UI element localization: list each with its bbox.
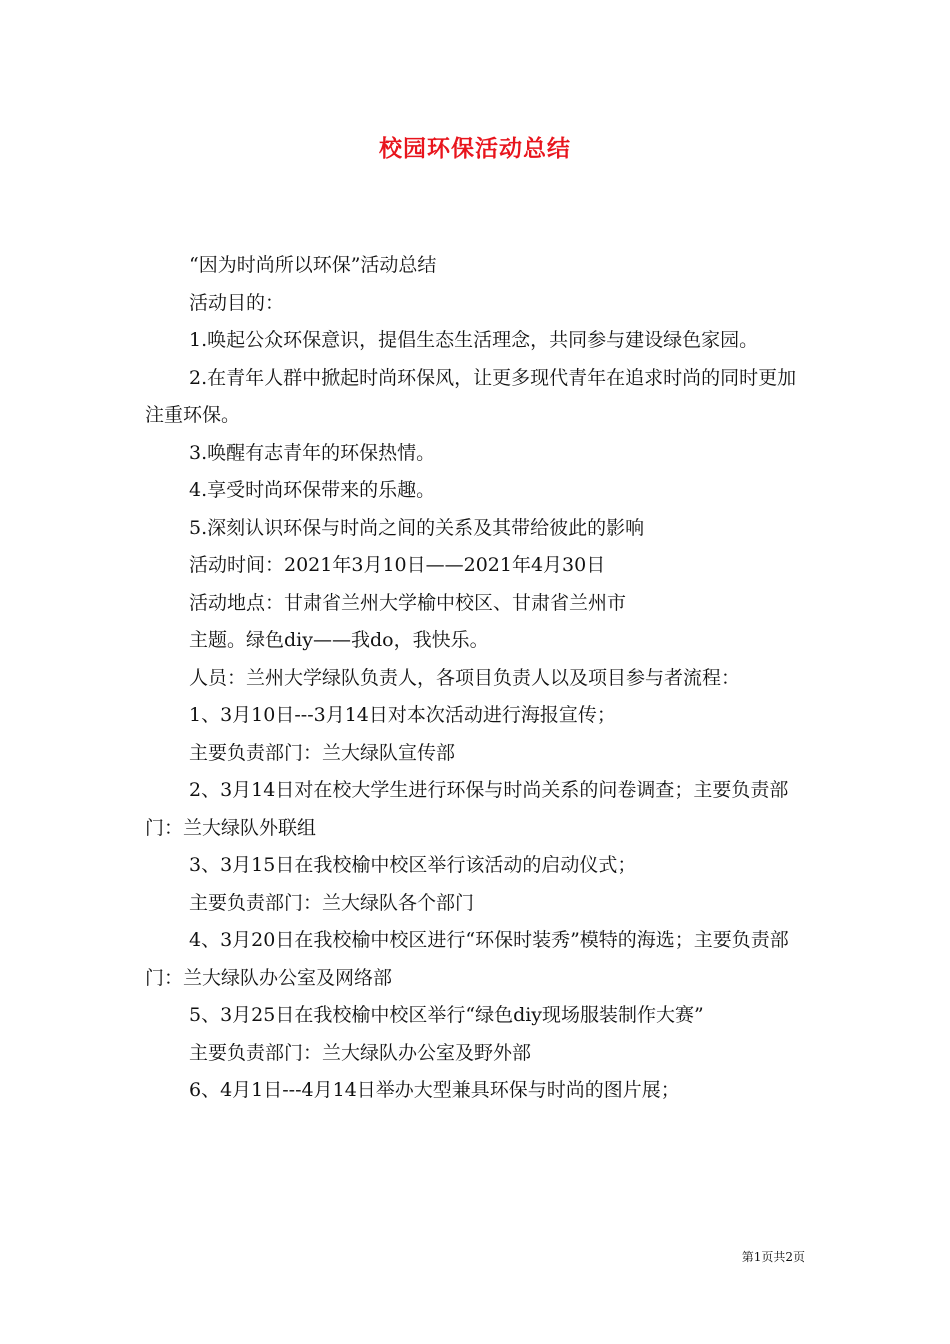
paragraph-personnel: 人员：兰州大学绿队负责人，各项目负责人以及项目参与者流程： bbox=[189, 666, 741, 689]
paragraph-step-5: 5、3月25日在我校榆中校区举行“绿色diy现场服装制作大赛” bbox=[189, 1004, 704, 1026]
paragraph-heading: “因为时尚所以环保”活动总结 bbox=[189, 254, 437, 276]
page-number: 第1页共2页 bbox=[741, 1250, 805, 1264]
paragraph-step-1: 1、3月10日---3月14日对本次活动进行海报宣传； bbox=[189, 704, 616, 726]
paragraph-theme: 主题。绿色diy——我do，我快乐。 bbox=[189, 629, 489, 651]
document-body bbox=[145, 247, 810, 1110]
paragraph-purpose-4: 4.享受时尚环保带来的乐趣。 bbox=[189, 479, 436, 501]
paragraph-step-6: 6、4月1日---4月14日举办大型兼具环保与时尚的图片展； bbox=[189, 1079, 680, 1101]
paragraph-step-5-dept: 主要负责部门：兰大绿队办公室及野外部 bbox=[189, 1041, 532, 1064]
paragraph-step-2: 2、3月14日对在校大学生进行环保与时尚关系的问卷调查；主要负责部门：兰大绿队外联组 bbox=[145, 779, 789, 839]
paragraph-purpose-1: 1.唤起公众环保意识，提倡生态生活理念，共同参与建设绿色家园。 bbox=[189, 329, 759, 351]
paragraph-step-3: 3、3月15日在我校榆中校区举行该活动的启动仪式； bbox=[189, 854, 637, 876]
paragraph-step-3-dept: 主要负责部门：兰大绿队各个部门 bbox=[189, 891, 475, 914]
paragraph-time: 活动时间：2021年3月10日——2021年4月30日 bbox=[189, 554, 606, 576]
paragraph-purpose-2: 2.在青年人群中掀起时尚环保风，让更多现代青年在追求时尚的同时更加注重环保。 bbox=[145, 366, 797, 426]
paragraph-purpose-3: 3.唤醒有志青年的环保热情。 bbox=[189, 441, 436, 464]
paragraph-purpose-5: 5.深刻认识环保与时尚之间的关系及其带给彼此的影响 bbox=[189, 516, 645, 539]
paragraph-location: 活动地点：甘肃省兰州大学榆中校区、甘肃省兰州市 bbox=[189, 591, 627, 614]
paragraph-purpose-label: 活动目的： bbox=[189, 291, 285, 314]
document-title: 校园环保活动总结 bbox=[379, 136, 571, 162]
paragraph-step-1-dept: 主要负责部门：兰大绿队宣传部 bbox=[189, 741, 456, 764]
paragraph-step-4: 4、3月20日在我校榆中校区进行“环保时装秀”模特的海选；主要负责部门：兰大绿队办公室及网络部 bbox=[145, 929, 789, 989]
